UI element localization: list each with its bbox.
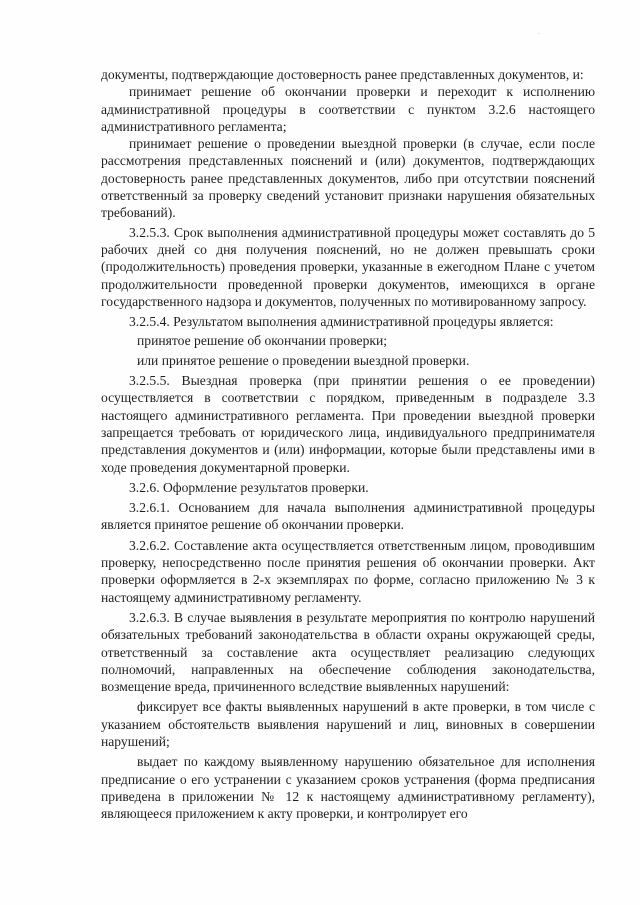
- paragraph-issue-order: выдает по каждому выявленному нарушению обязательное для исполнения предписание о его устранении с указанием сроков устранения (форма предписания приведена в приложении № 12 к настоящему административному регламенту), являющееся приложением к акту проверки, и контролирует его: [101, 754, 595, 822]
- paragraph-3-2-6-3: 3.2.6.3. В случае выявления в результате мероприятия по контролю нарушений обязательных требований законодательства в области охраны окружающей среды, ответственный за составление акта осуществляет реализацию следующих полномочий, направленных на обеспечение соблюдения законодательства, возмещение вреда, причиненного вследствие выявленных нарушений:: [101, 609, 595, 695]
- paragraph-result-onsite: или принятое решение о проведении выездной проверки.: [137, 352, 470, 368]
- paragraph-decision-onsite: принимает решение о проведении выездной проверки (в случае, если после рассмотрения представленных пояснений и (или) документов, подтверждающих достоверность ранее представленных документов, либо при отсутствии пояснений ответственный за проверку сведений установит признаки нарушения обязательных требований).: [101, 136, 595, 221]
- paragraph-3-2-5-4: 3.2.5.4. Результатом выполнения административной процедуры является:: [129, 314, 554, 330]
- paragraph-3-2-5-5: 3.2.5.5. Выездная проверка (при принятии решения о ее проведении) осуществляется в соответствии с порядком, приведенным в подразделе 3.3 настоящего административного регламента. При проведении выездной проверки запрещается требовать от юридического лица, индивидуального предпринимателя представления документов и (или) информации, которые были представлены ими в ходе проведения документарной проверки.: [101, 373, 595, 475]
- paragraph-decision-end: принимает решение об окончании проверки и переходит к исполнению административной процедуры в соответствии с пунктом 3.2.6 настоящего административного регламента;: [101, 84, 595, 134]
- paragraph-result-end: принятое решение об окончании проверки;: [137, 333, 388, 349]
- paragraph-3-2-6-2: 3.2.6.2. Составление акта осуществляется ответственным лицом, проводившим проверку, непосредственно после принятия решения об окончании проверки. Акт проверки оформляется в 2-х экземплярах по форме, согласно приложению № 3 к настоящему административному регламенту.: [101, 537, 595, 605]
- paragraph-3-2-5-3: 3.2.5.3. Срок выполнения административной процедуры может составлять до 5 рабочих дней со дня получения пояснений, но не должен превышать сроки (продолжительность) проведения проверки, указанные в ежегодном Плане с учетом продолжительности проведенной проверки документов, имеющихся в органе государственного надзора и документов, полученных по мотивированному запросу.: [101, 224, 595, 309]
- paragraph-3-2-6-1: 3.2.6.1. Основанием для начала выполнения административной процедуры является принятое решение об окончании проверки.: [101, 500, 595, 533]
- paragraph-continuation: документы, подтверждающие достоверность ранее представленных документов, и:: [101, 67, 584, 82]
- scan-mark: .: [538, 28, 540, 36]
- paragraph-record-violations: фиксирует все факты выявленных нарушений в акте проверки, в том числе с указанием обстоятельств выявления нарушений и лиц, виновных в совершении нарушений;: [101, 699, 595, 749]
- paragraph-3-2-6: 3.2.6. Оформление результатов проверки.: [129, 479, 369, 495]
- document-body: [101, 66, 595, 822]
